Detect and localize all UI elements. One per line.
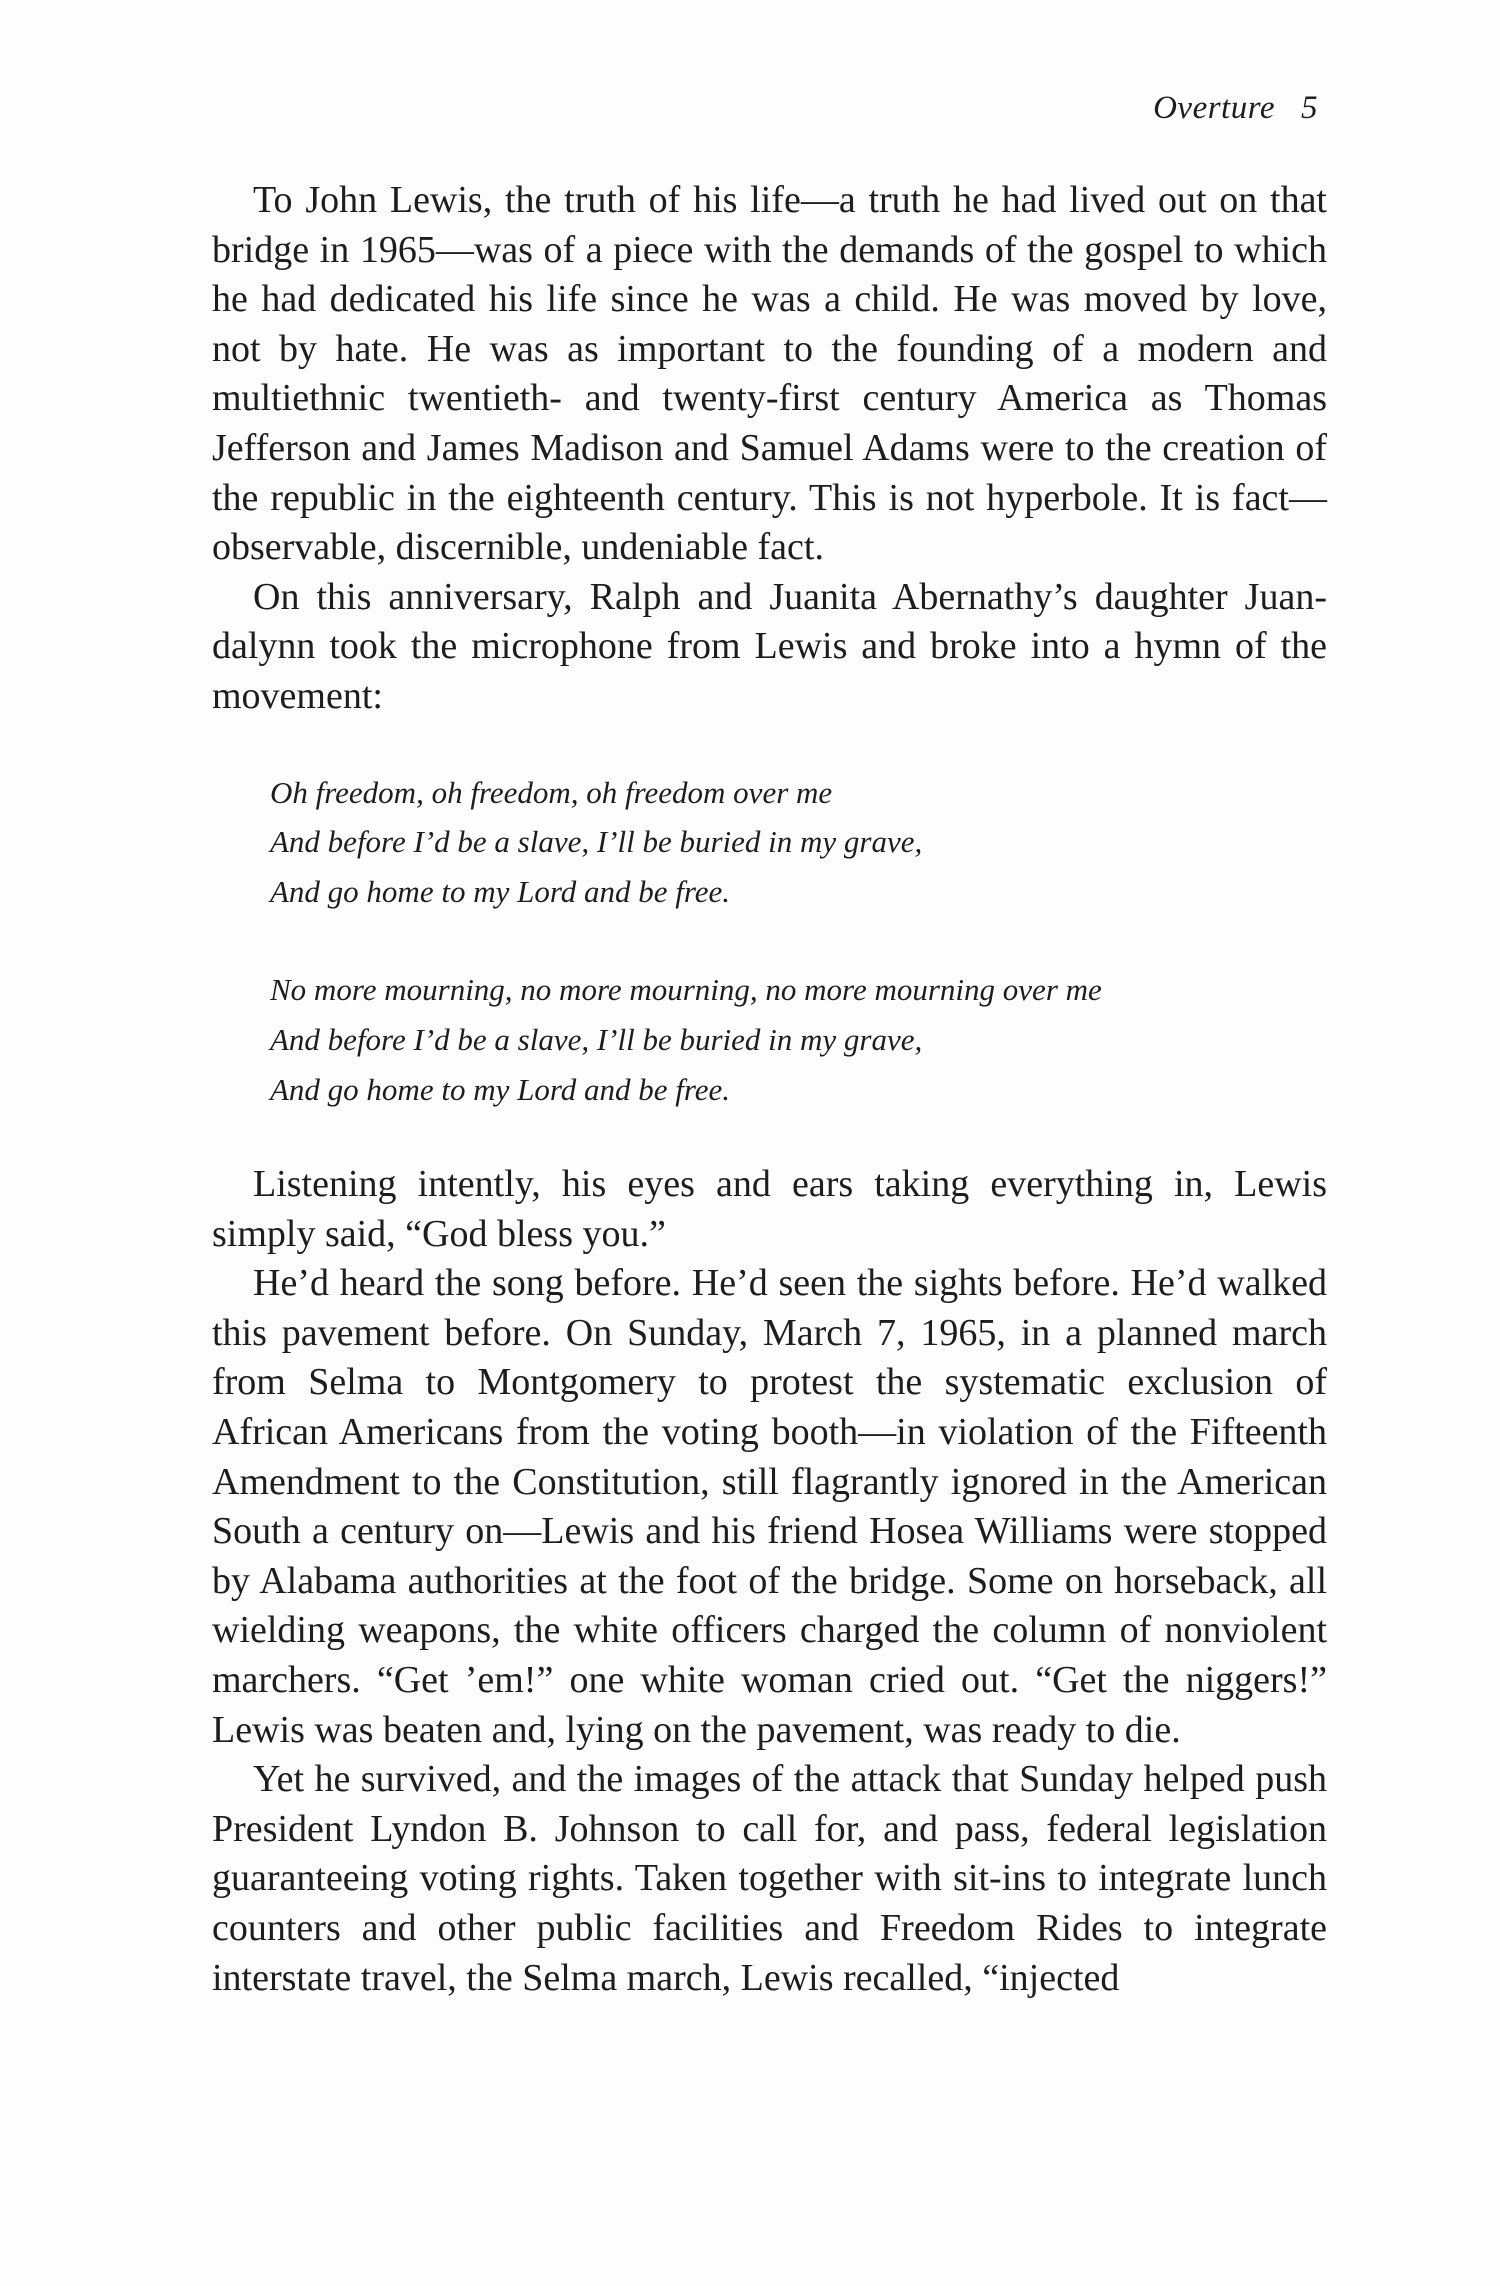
paragraph: On this anniversary, Ralph and Juanita Abernathy’s daughter Juandalynn took the microphone from Lewis and broke into a hymn of the movement: [212,575,1327,717]
running-header [0,90,1318,127]
verse-line: Oh freedom, oh freedom, oh freedom over me [270,774,833,810]
hymn-stanza [270,965,1327,1114]
paragraph: He’d heard the song before. He’d seen the sights before. He’d walked this pavement before. On Sunday, March 7, 1965, in a planned march from Selma to Montgomery to protest the systematic exclusion of African Americans from the voting booth—in violation of the Fifteenth Amendment to the Constitution, still flagrantly ignored in the American South a century on—Lewis and his friend Hosea Williams were stopped by Alabama authorities at the foot of the bridge. Some on horseback, all wielding weapons, the white officers charged the column of nonviolent marchers. “Get ’em!” one white woman cried out. “Get the niggers!” Lewis was beaten and, lying on the pavement, was ready to die. [212,1262,1327,1751]
verse-line: And before I’d be a slave, I’ll be buried in my grave, [270,824,923,860]
verse-line: And go home to my Lord and be free. [270,873,731,909]
verse-line: And go home to my Lord and be free. [270,1071,731,1107]
paragraph: Listening intently, his eyes and ears taking everything in, Lewis simply said, “God bless you.” [212,1163,1327,1255]
verse-line: And before I’d be a slave, I’ll be buried in my grave, [270,1021,923,1057]
verse-line: No more mourning, no more mourning, no more mourning over me [270,972,1102,1008]
running-head-title: Overture [1153,90,1275,126]
paragraph: Yet he survived, and the images of the attack that Sunday helped push President Lyndon B. Johnson to call for, and pass, federal legislation guaranteeing voting rights. Taken together with sit-ins to integrate lunch counters and other public facilities and Freedom Rides to integrate interstate travel, the Selma march, Lewis recalled, “injected [212,1758,1327,1999]
body-text [212,176,1327,2003]
paragraph: To John Lewis, the truth of his life—a truth he had lived out on that bridge in 1965—was of a piece with the demands of the gospel to which he had dedicated his life since he was a child. He was moved by love, not by hate. He was as important to the founding of a modern and multiethnic twentieth- and twenty-first century America as Thomas Jefferson and James Madison and Samuel Adams were to the creation of the republic in the eighteenth century. This is not hyperbole. It is fact—observable, discernible, undeniable fact. [212,179,1327,569]
hymn-stanza [270,768,1327,917]
page-number: 5 [1301,90,1318,126]
